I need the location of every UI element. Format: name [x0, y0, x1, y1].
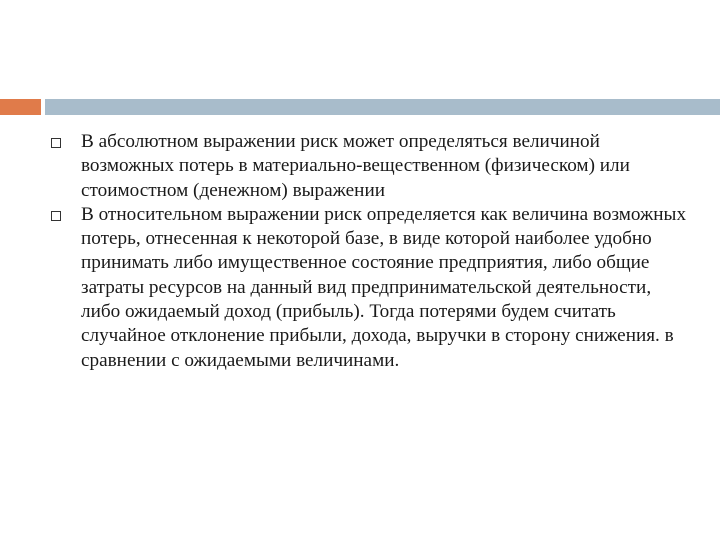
header-bar — [45, 99, 720, 115]
bullet-text: В относительном выражении риск определяется как величина возможных потерь, отнесенная к некоторой базе, в виде которой наиболее удобно принимать либо имущественное состояние предприятия, либо общие затраты ресурсов на данный вид предпринимательской деятельности, либо ожидаемый доход (прибыль). Тогда потерями будем считать случайное отклонение прибыли, дохода, выручки в сторону снижения. в сравнении с ожидаемыми величинами. — [81, 203, 687, 371]
square-bullet-icon — [51, 138, 61, 148]
bullet-text: В абсолютном выражении риск может определяться величиной возможных потерь в материально-вещественном (физическом) или стоимостном (денежном) выражении — [81, 131, 630, 201]
square-bullet-icon — [51, 211, 61, 221]
bullet-list — [51, 130, 691, 373]
accent-bar — [0, 99, 41, 115]
bullet-item — [51, 130, 691, 203]
bullet-item — [51, 203, 691, 373]
